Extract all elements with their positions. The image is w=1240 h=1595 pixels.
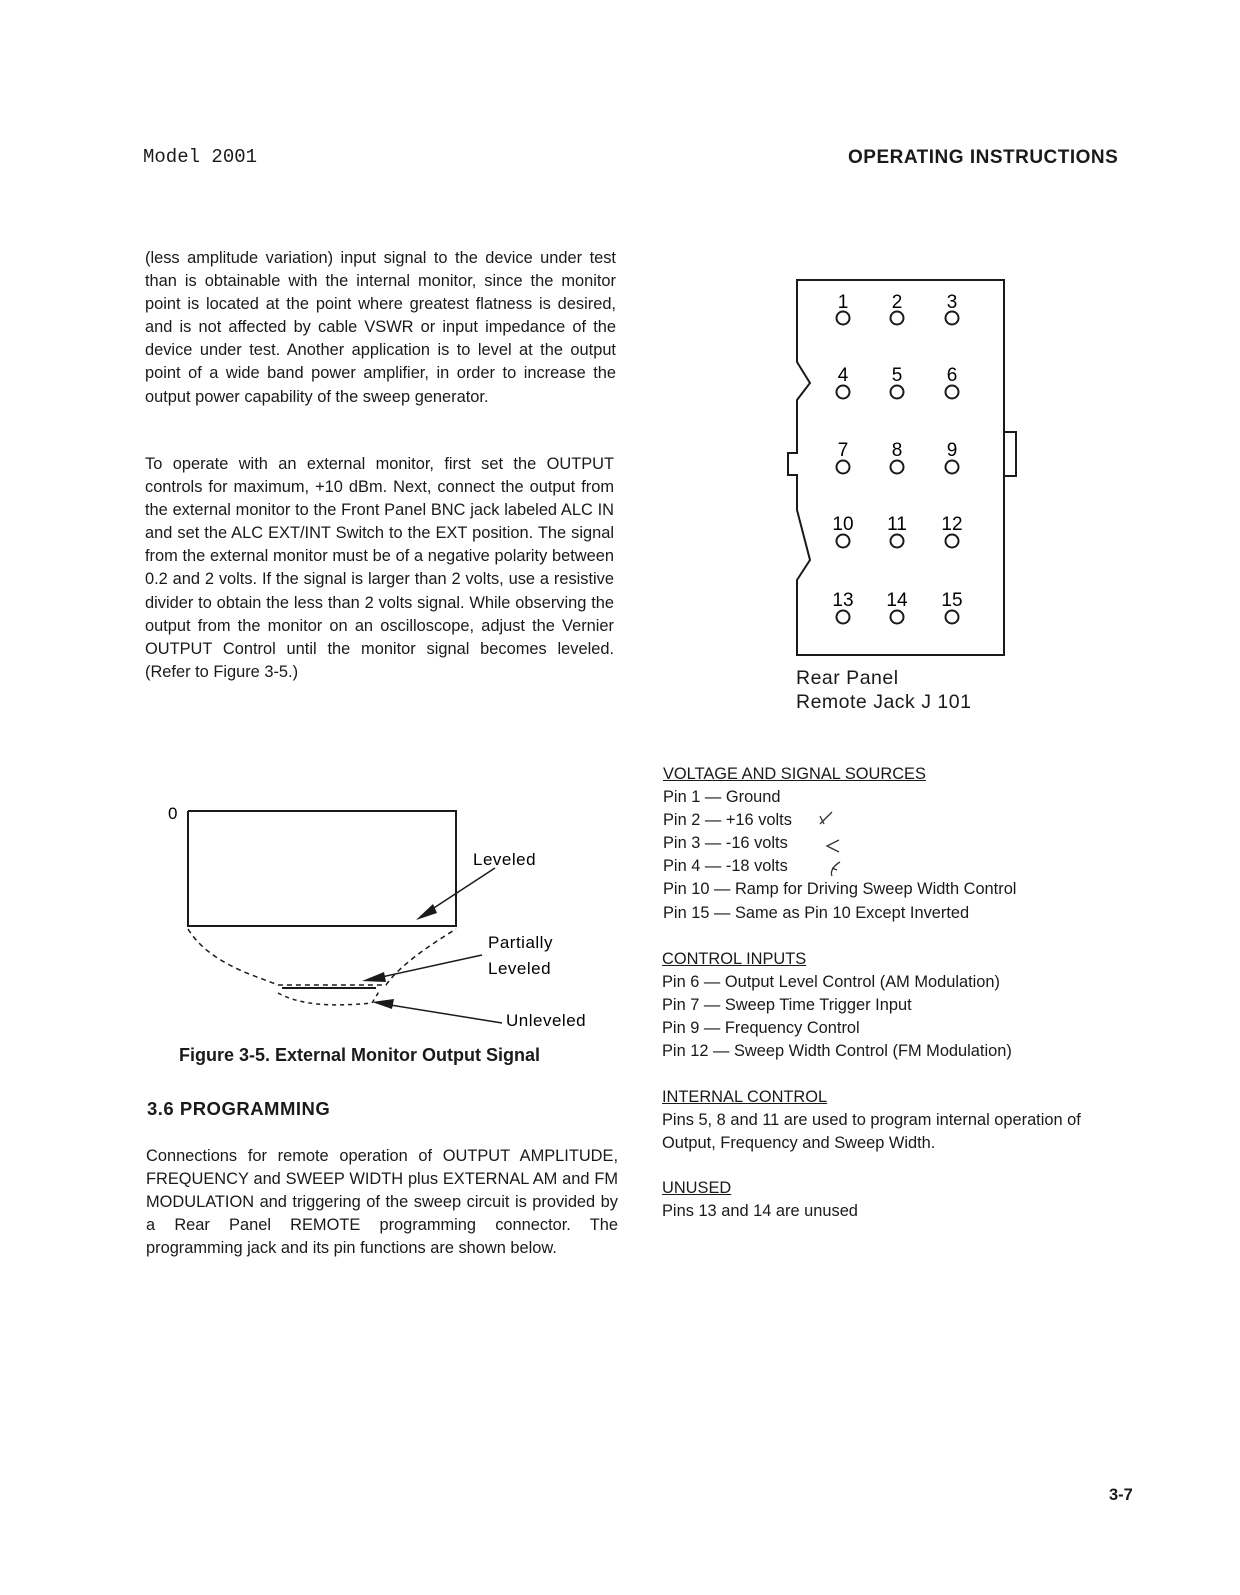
pin-5-label: 5 (891, 365, 903, 386)
unleveled-label: Unleveled (506, 1011, 587, 1030)
partially-arrow (368, 955, 482, 980)
pin-13-label: 13 (832, 590, 854, 611)
partially-leveled-label-1: Partially (488, 933, 553, 952)
pin-3 (946, 312, 959, 325)
check-mark-icon (820, 812, 832, 824)
unleveled-trace (278, 990, 380, 1005)
check-mark-icon (827, 840, 839, 852)
paragraph-external-monitor-procedure: To operate with an external monitor, first set the OUTPUT controls for maximum, +10 dBm. Next, connect the output from the external monitor to the Front Panel BNC jack labeled ALC IN and set the ALC EXT/INT Switch to the EXT position. The signal from the external monitor must be of a negative polarity between 0.2 and 2 volts. If the signal is larger than 2 volts, use a resistive divider to obtain the less than 2 volts signal. While observing the output from the monitor on an oscilloscope, adjust the Vernier OUTPUT Control until the monitor signal becomes leveled. (Refer to Figure 3-5.) (145, 455, 614, 681)
leveled-trace (188, 811, 456, 926)
unused-text: Pins 13 and 14 are unused (662, 1202, 858, 1221)
pin-list-item: Pin 12 — Sweep Width Control (FM Modulation) (662, 1042, 1012, 1061)
pin-2-label: 2 (891, 292, 903, 313)
figure-external-monitor-output (150, 795, 630, 1035)
model-label: Model 2001 (143, 146, 258, 168)
unused-heading: UNUSED (662, 1179, 732, 1197)
jack-caption (796, 666, 971, 714)
pin-1-label: 1 (837, 292, 849, 313)
pin-list-item: Pin 1 — Ground (663, 788, 781, 807)
partially-leveled-label-2: Leveled (488, 959, 552, 978)
control-inputs (662, 948, 1142, 1063)
internal-control (662, 1086, 1137, 1155)
pin-9 (946, 461, 959, 474)
pin-4-label: 4 (837, 365, 849, 386)
pin-12-label: 12 (941, 514, 963, 535)
partially-leveled-trace (188, 929, 456, 985)
pin-list-item: Pin 9 — Frequency Control (662, 1019, 860, 1038)
leveled-label: Leveled (473, 850, 537, 869)
jack-right-tab (1004, 432, 1016, 476)
pin-7-label: 7 (837, 440, 849, 461)
pin-10 (837, 535, 850, 548)
check-mark-icon (831, 862, 840, 876)
jack-caption-line-1: Rear Panel (796, 667, 899, 689)
figure-zero-label: 0 (168, 804, 178, 823)
pin-14-label: 14 (886, 590, 908, 611)
pin-list-item: Pin 4 — -18 volts (663, 857, 788, 876)
pin-4 (837, 386, 850, 399)
pin-list-item: Pin 6 — Output Level Control (AM Modulation) (662, 973, 1000, 992)
leveled-arrowhead (416, 904, 437, 920)
unleveled-arrowhead (372, 999, 394, 1009)
voltage-sources-heading: VOLTAGE AND SIGNAL SOURCES (663, 765, 926, 783)
partially-arrowhead (362, 972, 386, 982)
pin-list-item: Pin 7 — Sweep Time Trigger Input (662, 996, 912, 1015)
pin-6-label: 6 (946, 365, 958, 386)
pin-3-label: 3 (946, 292, 958, 313)
pin-12 (946, 535, 959, 548)
page-number: 3-7 (1109, 1486, 1133, 1504)
pin-list-item: Pin 15 — Same as Pin 10 Except Inverted (663, 903, 970, 922)
pin-11-label: 11 (887, 514, 907, 535)
pin-grid (832, 292, 962, 624)
pin-list-item: Pin 2 — +16 volts (663, 811, 792, 830)
pin-8 (891, 461, 904, 474)
jack-caption-line-2: Remote Jack J 101 (796, 691, 972, 713)
pin-15 (946, 611, 959, 624)
pin-11 (891, 535, 904, 548)
pin-10-label: 10 (832, 514, 854, 535)
paragraph-external-monitor-intro: (less amplitude variation) input signal to the device under test than is obtainable with the internal monitor, since the monitor point is located at the point where greatest flatness is desired, and is not affected by cable VSWR or input impedance of the device under test. Another application is to level at the output point of a wide band power amplifier, in order to increase the output power capability of the sweep generator. (145, 249, 616, 406)
internal-control-text: Pins 5, 8 and 11 are used to program internal operation of Output, Frequency and Sweep Width. (662, 1111, 1081, 1153)
pin-2 (891, 312, 904, 325)
unused-pins (662, 1177, 1142, 1223)
paragraph-programming: Connections for remote operation of OUTPUT AMPLITUDE, FREQUENCY and SWEEP WIDTH plus EXTERNAL AM and FM MODULATION and triggering of the sweep circuit is provided by a Rear Panel REMOTE programming connector. The programming jack and its pin functions are shown below. (146, 1147, 618, 1258)
section-heading: 3.6 PROGRAMMING (147, 1098, 331, 1119)
voltage-signal-sources (663, 763, 1143, 925)
pin-list-item: Pin 10 — Ramp for Driving Sweep Width Control (663, 880, 1017, 899)
remote-jack-diagram (780, 270, 1030, 670)
pin-14 (891, 611, 904, 624)
internal-control-heading: INTERNAL CONTROL (662, 1088, 828, 1106)
handwritten-check-marks (815, 810, 855, 878)
section-title: OPERATING INSTRUCTIONS (848, 147, 1119, 168)
unleveled-arrow (378, 1003, 502, 1023)
pin-13 (837, 611, 850, 624)
pin-5 (891, 386, 904, 399)
pin-8-label: 8 (891, 440, 903, 461)
control-inputs-heading: CONTROL INPUTS (662, 950, 807, 968)
pin-list-item: Pin 3 — -16 volts (663, 834, 788, 853)
pin-7 (837, 461, 850, 474)
pin-6 (946, 386, 959, 399)
pin-9-label: 9 (946, 440, 958, 461)
figure-caption: Figure 3-5. External Monitor Output Signal (179, 1045, 541, 1065)
pin-1 (837, 312, 850, 325)
pin-15-label: 15 (941, 590, 963, 611)
